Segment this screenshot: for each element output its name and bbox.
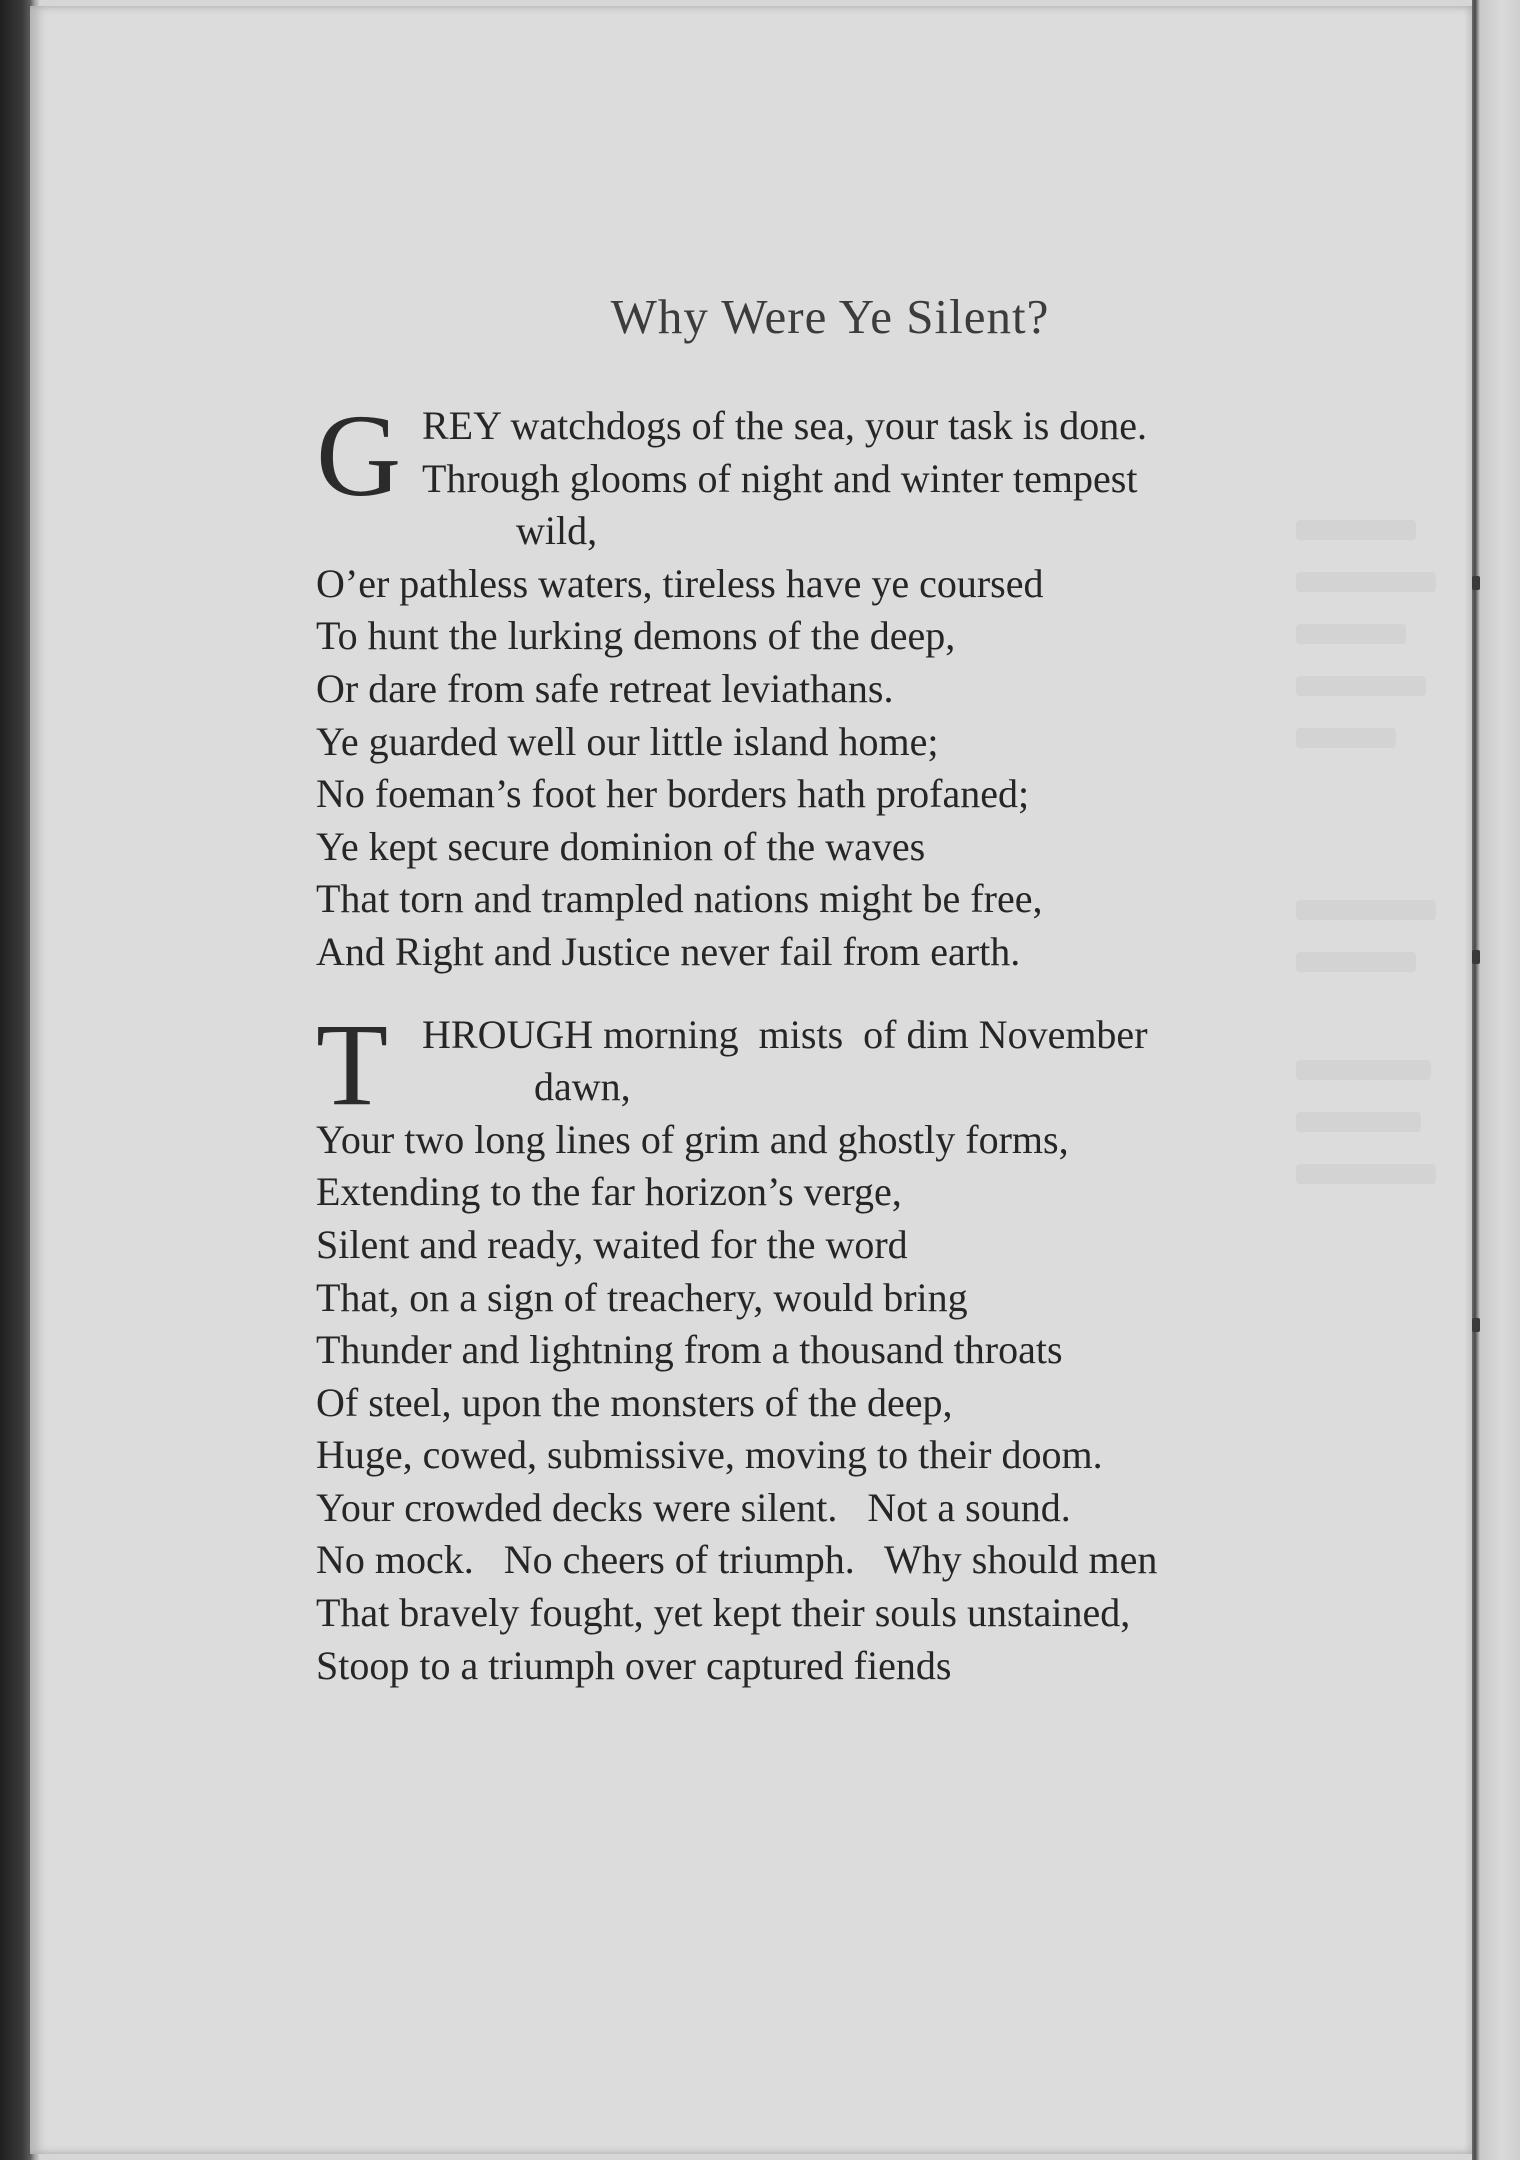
poem-line: Your crowded decks were silent. Not a sound. xyxy=(316,1484,1071,1530)
drop-cap: T xyxy=(316,998,389,1130)
drop-cap: G xyxy=(316,390,402,521)
poem-line: Huge, cowed, submissive, moving to their doom. xyxy=(316,1432,1103,1478)
poem-line-turnover: dawn, xyxy=(534,1064,631,1110)
poem-line: REY watchdogs of the sea, your task is done. xyxy=(422,403,1148,448)
stanza xyxy=(316,998,1376,1693)
poem-line: That torn and trampled nations might be free, xyxy=(316,876,1043,922)
poem-line: Or dare from safe retreat leviathans. xyxy=(316,665,894,711)
poem-line: And Right and Justice never fail from earth. xyxy=(316,928,1021,974)
poem-line: That bravely fought, yet kept their souls unstained, xyxy=(316,1590,1131,1636)
poem-line: No mock. No cheers of triumph. Why should men xyxy=(316,1537,1158,1583)
poem-line: Through glooms of night and winter tempest xyxy=(422,455,1138,501)
stanza xyxy=(316,390,1376,979)
poem-line-turnover: wild, xyxy=(516,508,598,554)
poem-line: Ye guarded well our little island home; xyxy=(316,718,939,764)
page-edge-mark xyxy=(1472,950,1480,964)
poem-line: Thunder and lightning from a thousand throats xyxy=(316,1327,1063,1373)
poem-line: HROUGH morning mists of dim November xyxy=(422,1011,1148,1057)
poem-line: Of steel, upon the monsters of the deep, xyxy=(316,1379,953,1425)
poem-line: To hunt the lurking demons of the deep, xyxy=(316,613,956,659)
poem-line: Ye kept secure dominion of the waves xyxy=(316,823,926,869)
page-edge-mark xyxy=(1472,576,1480,590)
poem-line: Extending to the far horizon’s verge, xyxy=(316,1169,902,1215)
poem-line: Your two long lines of grim and ghostly forms, xyxy=(316,1116,1069,1162)
poem-body xyxy=(316,390,1376,1692)
poem-title: Why Were Ye Silent? xyxy=(610,289,1050,344)
poem-line: O’er pathless waters, tireless have ye coursed xyxy=(316,560,1044,606)
page-edge-mark xyxy=(1472,1318,1480,1332)
poem-line: Stoop to a triumph over captured fiends xyxy=(316,1642,952,1688)
poem-line: Silent and ready, waited for the word xyxy=(316,1221,908,1267)
poem-line: No foeman’s foot her borders hath profaned; xyxy=(316,771,1030,817)
poem-line: That, on a sign of treachery, would bring xyxy=(316,1274,968,1320)
